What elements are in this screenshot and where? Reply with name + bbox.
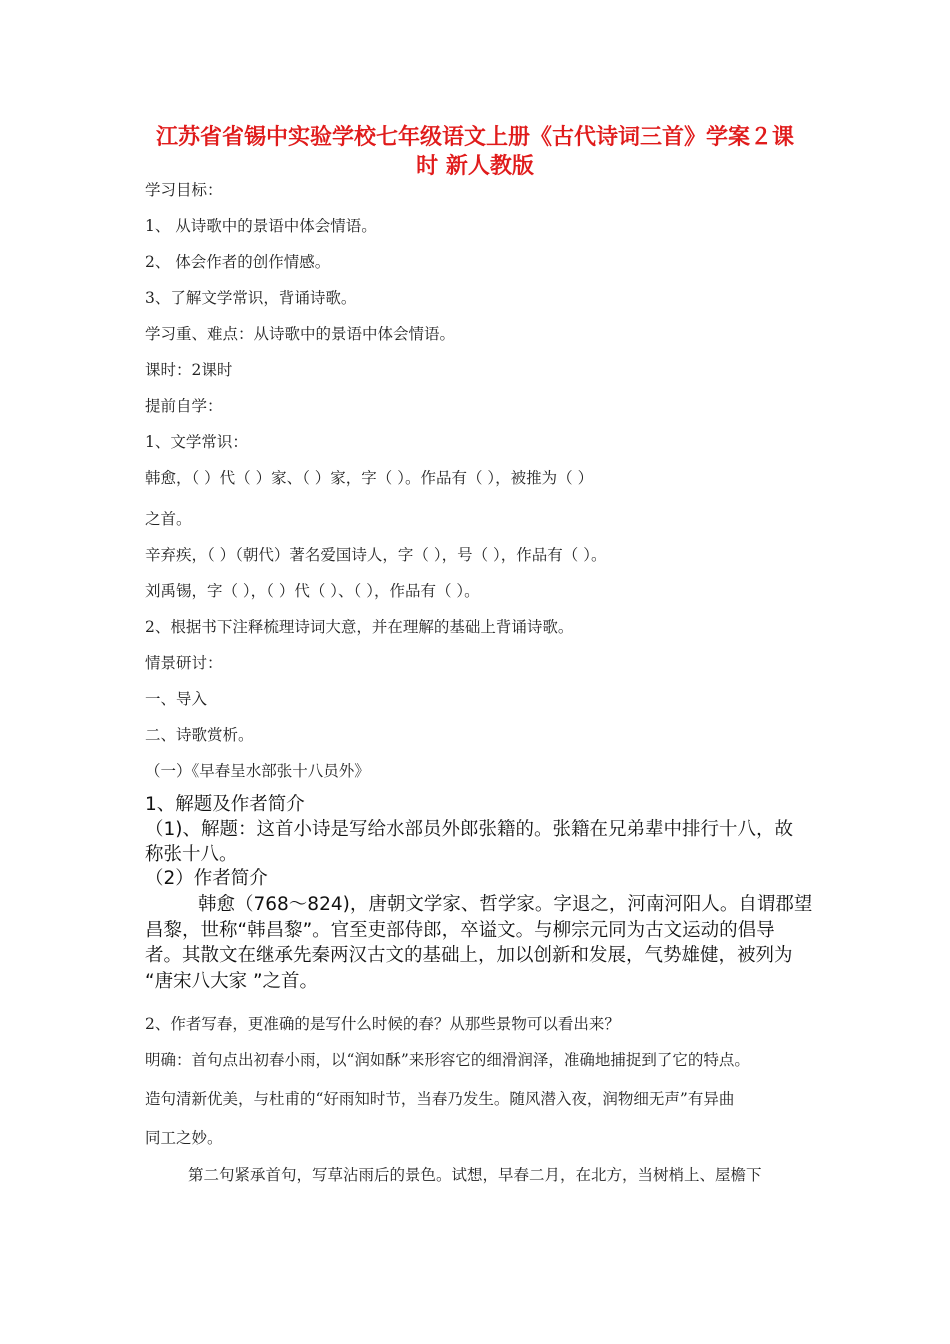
hanyu-fill-blank-end: 之首。 <box>145 510 192 528</box>
goal-item-2: 2、 体会作者的创作情感。 <box>145 253 331 271</box>
scan-author-line-3: 者。其散文在继承先秦两汉古文的基础上，加以创新和发展，气势雄健，被列为 <box>145 945 793 966</box>
document-title-line-1: 江苏省省锡中实验学校七年级语文上册《古代诗词三首》学案２课 <box>155 124 794 150</box>
section-appreciation: 二、诗歌赏析。 <box>145 726 254 744</box>
preview-heading: 提前自学： <box>145 397 223 415</box>
scan-heading: 1、解题及作者简介 <box>145 794 305 815</box>
goal-heading: 学习目标： <box>145 181 223 199</box>
scan-title-explanation-end: 称张十八。 <box>145 844 238 865</box>
answer-line-4: 第二句紧承首句，写草沾雨后的景色。试想，早春二月，在北方，当树梢上、屋檐下 <box>188 1166 762 1184</box>
answer-line-2: 造句清新优美，与杜甫的“好雨知时节，当春乃发生。随风潜入夜，润物细无声”有异曲 <box>145 1090 735 1108</box>
xin-fill-blank: 辛弃疾，（ ）（朝代）著名爱国诗人，字（ ），号（ ），作品有（ ）。 <box>145 546 607 564</box>
goal-item-3: 3、了解文学常识，背诵诗歌。 <box>145 289 357 307</box>
liu-fill-blank: 刘禹锡，字（ ），（ ）代（ ）、（ ），作品有（ ）。 <box>145 582 480 600</box>
scan-title-explanation: （1)、解题：这首小诗是写给水部员外郎张籍的。张籍在兄弟辈中排行十八，故 <box>145 819 793 840</box>
literature-heading: 1、文学常识： <box>145 433 248 451</box>
scan-author-line-2: 昌黎，世称“韩昌黎”。官至吏部侍郎，卒谥文。与柳宗元同为古文运动的倡导 <box>145 920 775 941</box>
recite-instruction: 2、根据书下注释梳理诗词大意，并在理解的基础上背诵诗歌。 <box>145 618 574 636</box>
poem-1-heading: （一）《早春呈水部张十八员外》 <box>145 762 370 780</box>
answer-line-1: 明确：首句点出初春小雨，以“润如酥”来形容它的细滑润泽，准确地捕捉到了它的特点。 <box>145 1051 750 1069</box>
hanyu-fill-blank: 韩愈，（ ）代（ ）家、（ ）家，字（ ）。作品有（ ），被推为（ ） <box>145 469 594 487</box>
answer-line-3: 同工之妙。 <box>145 1129 223 1147</box>
question-2: 2、作者写春，更准确的是写什么时候的春？从那些景物可以看出来？ <box>145 1015 620 1033</box>
section-intro: 一、导入 <box>145 690 208 708</box>
goal-item-1: 1、 从诗歌中的景语中体会情语。 <box>145 217 377 235</box>
scan-author-line-4: “唐宋八大家 ”之首。 <box>145 971 319 992</box>
scan-author-line-1: 韩愈（768～824)，唐朝文学家、哲学家。字退之，河南河阳人。自谓郡望 <box>198 894 813 915</box>
class-hours: 课时：2课时 <box>145 361 233 379</box>
discussion-heading: 情景研讨： <box>145 654 223 672</box>
scan-author-heading: （2）作者简介 <box>145 868 268 889</box>
document-title-line-2: 时 新人教版 <box>416 153 534 179</box>
key-point: 学习重、难点：从诗歌中的景语中体会情语。 <box>145 325 456 343</box>
